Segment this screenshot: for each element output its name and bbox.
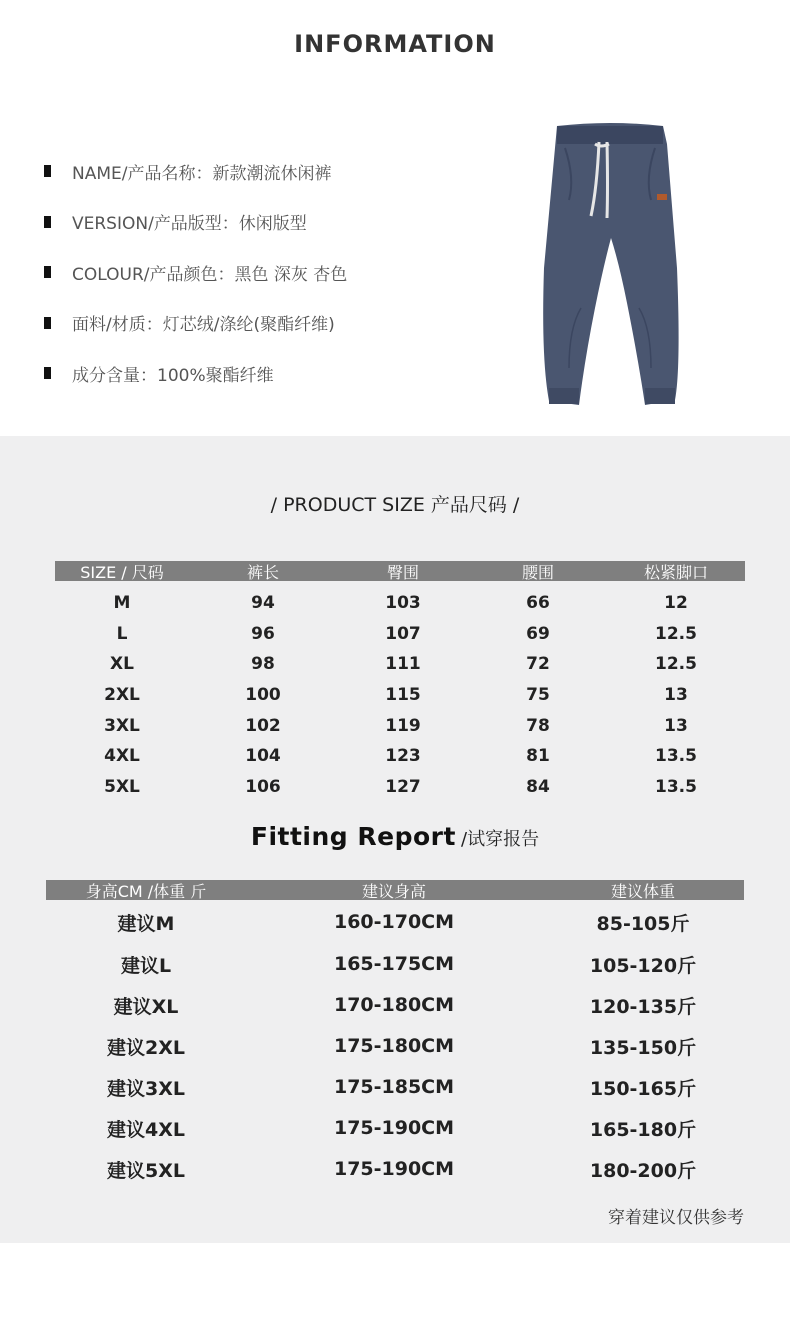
fitting-title-text: Fitting Report	[250, 822, 456, 851]
table-row	[46, 987, 744, 1023]
information-title: INFORMATION	[294, 30, 496, 58]
info-row-version	[44, 207, 347, 237]
cuff-cell: 12.5	[655, 624, 697, 644]
length-cell: 104	[245, 746, 281, 766]
table-row	[55, 619, 745, 649]
table-row	[46, 1069, 744, 1105]
table-row	[46, 1151, 744, 1187]
length-cell: 94	[251, 593, 275, 613]
cuff-cell: 13	[664, 716, 688, 736]
table-row	[55, 711, 745, 741]
size-table-header	[55, 561, 745, 581]
cuff-cell: 12	[664, 593, 688, 613]
size-cell: 4XL	[104, 746, 140, 766]
fit-size-cell: 建议XL	[113, 995, 179, 1018]
cuff-cell: 13.5	[655, 746, 697, 766]
length-cell: 106	[245, 777, 281, 797]
fit-size-cell: 建议4XL	[107, 1118, 185, 1141]
info-row-colour	[44, 257, 347, 287]
table-row	[46, 946, 744, 982]
hip-cell: 115	[385, 685, 421, 705]
fitting-header-size: 身高CM /体重 斤	[85, 881, 207, 901]
fitting-table-header	[46, 880, 744, 900]
length-cell: 96	[251, 624, 275, 644]
fit-weight-cell: 85-105斤	[596, 912, 690, 935]
size-header-waist: 腰围	[521, 562, 554, 582]
product-size-title: / PRODUCT SIZE 产品尺码 /	[270, 494, 520, 516]
size-cell: 5XL	[104, 777, 140, 797]
fit-height-cell: 170-180CM	[333, 994, 455, 1016]
waist-cell: 78	[526, 716, 550, 736]
fit-size-cell: 建议5XL	[107, 1159, 185, 1182]
waist-cell: 75	[526, 685, 550, 705]
fit-size-cell: 建议M	[117, 912, 175, 935]
size-cell: XL	[110, 654, 134, 674]
cuff-cell: 13	[664, 685, 688, 705]
hip-cell: 127	[385, 777, 421, 797]
square-bullet-icon	[44, 216, 51, 228]
square-bullet-icon	[44, 367, 51, 379]
waist-cell: 84	[526, 777, 550, 797]
fit-weight-cell: 120-135斤	[589, 995, 697, 1018]
table-row	[55, 772, 745, 802]
size-cell: 3XL	[104, 716, 140, 736]
fitting-report-title	[0, 822, 790, 851]
info-text-name: NAME/产品名称：新款潮流休闲裤	[72, 163, 332, 184]
table-row	[55, 649, 745, 679]
waist-cell: 66	[526, 593, 550, 613]
square-bullet-icon	[44, 317, 51, 329]
hip-cell: 107	[385, 624, 421, 644]
hip-cell: 111	[385, 654, 421, 674]
length-cell: 102	[245, 716, 281, 736]
table-row	[55, 680, 745, 710]
size-header-cuff: 松紧脚口	[643, 562, 708, 582]
square-bullet-icon	[44, 266, 51, 278]
table-row	[46, 1110, 744, 1146]
fitting-note: 穿着建议仅供参考	[608, 1208, 744, 1228]
fitting-subtitle-text: /试穿报告	[461, 829, 540, 850]
hip-cell: 103	[385, 593, 421, 613]
fit-height-cell: 175-190CM	[333, 1158, 455, 1180]
info-text-version: VERSION/产品版型：休闲版型	[72, 214, 307, 234]
information-section	[0, 0, 790, 436]
fit-weight-cell: 180-200斤	[589, 1159, 697, 1182]
waist-cell: 72	[526, 654, 550, 674]
hip-cell: 119	[385, 716, 421, 736]
info-text-colour: COLOUR/产品颜色：黑色 深灰 杏色	[72, 264, 348, 285]
jogger-pants-image	[535, 118, 685, 413]
fit-height-cell: 165-175CM	[333, 953, 455, 975]
size-header-size: SIZE / 尺码	[80, 562, 164, 582]
info-row-name	[44, 156, 347, 186]
fit-height-cell: 160-170CM	[333, 911, 455, 933]
fit-size-cell: 建议L	[120, 954, 172, 977]
table-row	[55, 741, 745, 771]
table-row	[46, 1028, 744, 1064]
fit-size-cell: 建议2XL	[107, 1036, 185, 1059]
fit-weight-cell: 135-150斤	[589, 1036, 697, 1059]
info-row-composition	[44, 358, 347, 388]
size-cell: 2XL	[104, 685, 140, 705]
fit-weight-cell: 150-165斤	[589, 1077, 697, 1100]
size-header-length: 裤长	[246, 562, 279, 582]
fit-height-cell: 175-185CM	[333, 1076, 455, 1098]
size-cell: L	[116, 624, 128, 644]
fit-weight-cell: 105-120斤	[589, 954, 697, 977]
size-cell: M	[113, 593, 131, 613]
info-row-material	[44, 308, 347, 338]
info-text-material: 面料/材质：灯芯绒/涤纶(聚酯纤维)	[72, 315, 335, 335]
hip-cell: 123	[385, 746, 421, 766]
waist-cell: 69	[526, 624, 550, 644]
fit-height-cell: 175-190CM	[333, 1117, 455, 1139]
square-bullet-icon	[44, 165, 51, 177]
length-cell: 100	[245, 685, 281, 705]
info-text-composition: 成分含量：100%聚酯纤维	[72, 365, 274, 386]
fit-size-cell: 建议3XL	[107, 1077, 185, 1100]
size-header-hip: 臀围	[386, 562, 419, 582]
table-row	[46, 904, 744, 940]
fit-height-cell: 175-180CM	[333, 1035, 455, 1057]
cuff-cell: 12.5	[655, 654, 697, 674]
waist-cell: 81	[526, 746, 550, 766]
table-row	[55, 588, 745, 618]
length-cell: 98	[251, 654, 275, 674]
cuff-cell: 13.5	[655, 777, 697, 797]
fitting-header-height: 建议身高	[361, 881, 426, 901]
fit-weight-cell: 165-180斤	[589, 1118, 697, 1141]
information-list	[44, 156, 347, 409]
fitting-header-weight: 建议体重	[610, 881, 675, 901]
